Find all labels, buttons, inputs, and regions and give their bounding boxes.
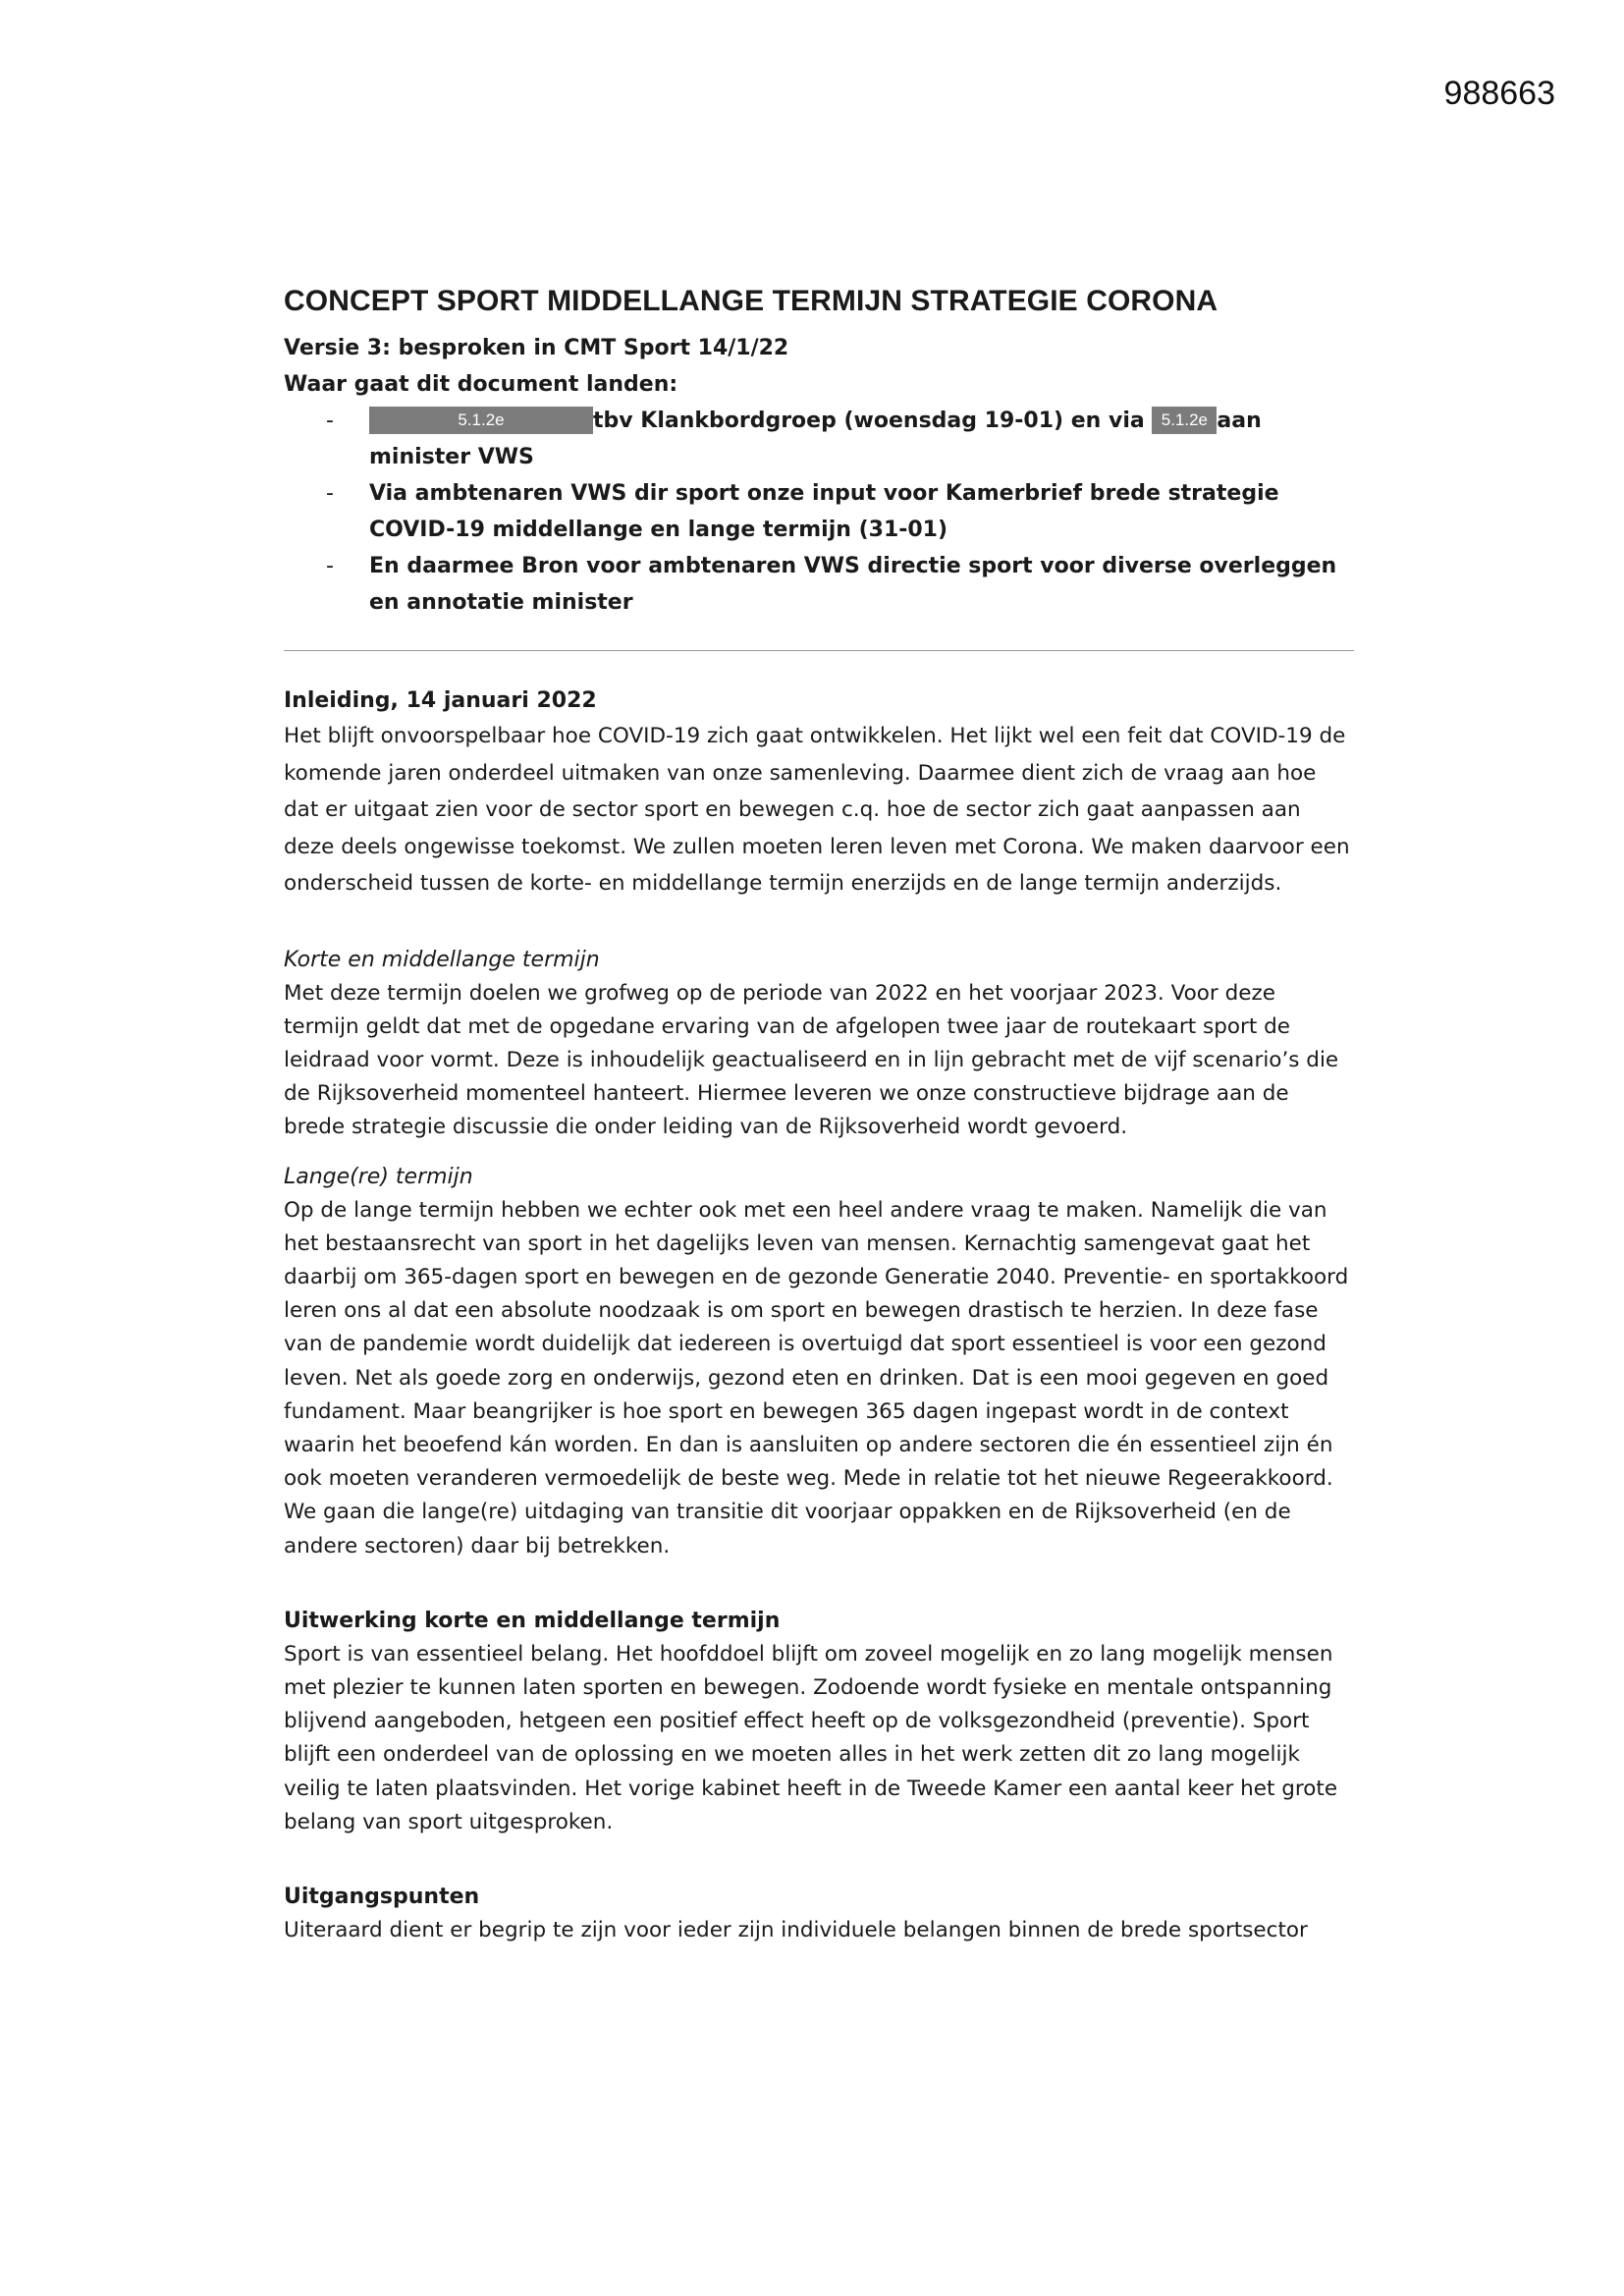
document-page [284,285,1354,1947]
bullet-dash: - [326,554,334,578]
bullet-text: Via ambtenaren VWS dir sport onze input voor Kamerbrief brede strategie COVID-19 middellange en lange termijn (31-01) [369,481,1279,542]
document-number: 988663 [1443,75,1555,112]
uitwerking-heading: Uitwerking korte en middellange termijn [284,1608,781,1633]
bullet-text: aan minister VWS [369,409,1262,469]
lange-paragraph: Op de lange termijn hebben we echter ook met een heel andere vraag te maken. Namelijk die van het bestaansrecht van sport in het dagelijks leven van mensen. Kernachtig samengevat gaat het daarbij om 365-dagen sport en bewegen en de gezonde Generatie 2040. Preventie- en sportakkoord leren ons al dat een absolute noodzaak is om sport en bewegen drastisch te herzien. In deze fase van de pandemie wordt duidelijk dat iedereen is overtuigd dat sport essentieel is voor een gezond leven. Net als goede zorg en onderwijs, gezond eten en drinken. Dat is een mooi gegeven en goed fundament. Maar beangrijker is hoe sport en bewegen 365 dagen ingepast wordt in de context waarin het beoefend kán worden. En dan is aansluiten op andere sectoren die én essentieel zijn én ook moeten veranderen vermoedelijk de beste weg. Mede in relatie tot het nieuwe Regeerakkoord. We gaan die lange(re) uitdaging van transitie dit voorjaar oppakken en de Rijksoverheid (en de andere sectoren) daar bij betrekken. [284,1197,1349,1558]
document-title: CONCEPT SPORT MIDDELLANGE TERMIJN STRATEGIE CORONA [284,285,1218,317]
version-line: Versie 3: besproken in CMT Sport 14/1/22 [284,336,789,360]
lange-heading: Lange(re) termijn [284,1164,473,1189]
where-heading: Waar gaat dit document landen: [284,372,678,397]
uitwerking-paragraph: Sport is van essentieel belang. Het hoofddoel blijft om zoveel mogelijk en zo lang mogelijk mensen met plezier te kunnen laten sporten en bewegen. Zodoende wordt fysieke en mentale ontspanning blijvend aangeboden, hetgeen een positief effect heeft op de volksgezondheid (preventie). Sport blijft een onderdeel van de oplossing en we moeten alles in het werk zetten dit zo lang mogelijk veilig te laten plaatsvinden. Het vorige kabinet heeft in de Tweede Kamer een aantal keer het grote belang van sport uitgesproken. [284,1641,1338,1834]
bullet-dash: - [326,409,334,433]
destination-list [284,403,1354,621]
intro-heading: Inleiding, 14 januari 2022 [284,688,597,713]
korte-heading: Korte en middellange termijn [284,947,600,972]
intro-paragraph: Het blijft onvoorspelbaar hoe COVID-19 zich gaat ontwikkelen. Het lijkt wel een feit dat COVID-19 de komende jaren onderdeel uitmaken van onze samenleving. Daarmee dient zich de vraag aan hoe dat er uitgaat zien voor de sector sport en bewegen c.q. hoe de sector zich gaat aanpassen aan deze deels ongewisse toekomst. We zullen moeten leren leven met Corona. We maken daarvoor een onderscheid tussen de korte- en middellange termijn enerzijds en de lange termijn anderzijds. [284,724,1350,896]
redaction-box: 5.1.2e [1152,407,1217,434]
list-item [284,475,1354,548]
korte-paragraph: Met deze termijn doelen we grofweg op de periode van 2022 en het voorjaar 2023. Voor deze termijn geldt dat met de opgedane ervaring van de afgelopen twee jaar de routekaart sport de leidraad voor vormt. Deze is inhoudelijk geactualiseerd en in lijn gebracht met de vijf scenario’s die de Rijksoverheid momenteel hanteert. Hiermee leveren we onze constructieve bijdrage aan de brede strategie discussie die onder leiding van de Rijksoverheid wordt gevoerd. [284,980,1339,1140]
uitgangspunten-paragraph: Uiteraard dient er begrip te zijn voor ieder zijn individuele belangen binnen de brede sportsector [284,1917,1308,1942]
list-item [284,548,1354,621]
bullet-dash: - [326,481,334,506]
bullet-text: En daarmee Bron voor ambtenaren VWS directie sport voor diverse overleggen en annotatie minister [369,554,1337,615]
section-divider [284,650,1354,651]
redaction-box: 5.1.2e [369,407,593,434]
list-item [284,403,1354,475]
uitgangspunten-heading: Uitgangspunten [284,1884,480,1909]
bullet-text: tbv Klankbordgroep (woensdag 19-01) en via [593,409,1145,433]
